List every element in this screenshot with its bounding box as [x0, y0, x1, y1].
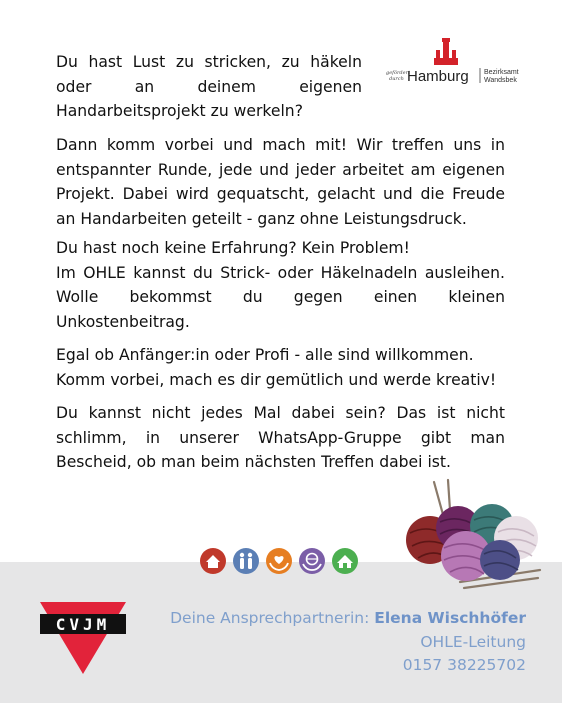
whatsapp-paragraph [56, 401, 505, 475]
text-line: Im OHLE kannst du Strick- oder Häkelnadeln ausleihen. [56, 263, 505, 282]
hamburg-logo [383, 36, 519, 96]
logo-district-1: Bezirksamt [484, 69, 519, 76]
text-line: Handarbeitsprojekt zu werkeln? [56, 102, 303, 120]
contact-role: OHLE-Leitung [420, 632, 526, 651]
text-line: entspannter Runde, jede und jeder arbeitet am eigenen [56, 160, 505, 179]
text-line: Du kannst nicht jedes Mal dabei sein? Das ist nicht [56, 404, 505, 422]
text-line: an Handarbeiten geteilt - ganz ohne Leistungsdruck. [56, 209, 467, 228]
text-line: Du hast Lust zu stricken, zu häkeln [56, 53, 362, 71]
logo-district-2: Wandsbek [484, 77, 517, 84]
cvjm-logo-text: CVJM [55, 615, 111, 634]
text-line: Unkostenbeitrag. [56, 312, 190, 331]
welcome-paragraph [56, 343, 505, 392]
contact-line [170, 607, 526, 631]
contact-phone: 0157 38225702 [402, 656, 526, 674]
text-line: oder an deinem eigenen [56, 77, 362, 96]
yarn-balls-illustration [400, 478, 545, 590]
home-group-icon [332, 548, 358, 574]
text-line: Wolle bekommst du gegen einen kleinen [56, 288, 505, 306]
experience-paragraph [56, 236, 505, 334]
text-line: Bescheid, ob man beim nächsten Treffen dabei ist. [56, 453, 451, 471]
text-line: schlimm, in unserer WhatsApp-Gruppe gibt man [56, 428, 505, 447]
contact-block [170, 607, 526, 678]
text-line: Dann komm vorbei und mach mit! Wir treffen uns in [56, 136, 505, 154]
yarn-ball-icon [480, 540, 520, 580]
text-line: Projekt. Dabei wird gequatscht, gelacht und die Freude [56, 185, 505, 203]
logo-prefix-1: gefördert [386, 70, 410, 76]
invite-paragraph [56, 133, 505, 231]
contact-label: Deine Ansprechpartnerin: [170, 609, 370, 627]
family-icon [233, 548, 259, 574]
house-icon [200, 548, 226, 574]
hamburg-castle-icon [434, 38, 458, 65]
text-line: Komm vorbei, mach es dir gemütlich und werde kreativ! [56, 370, 497, 389]
contact-name: Elena Wischhöfer [374, 609, 526, 627]
logo-prefix-2: durch [389, 76, 404, 82]
cvjm-logo [38, 598, 128, 676]
text-line: Egal ob Anfänger:in oder Profi - alle sind willkommen. [56, 346, 474, 364]
category-icons [200, 547, 362, 575]
logo-city: Hamburg [407, 68, 469, 85]
globe-hands-icon [299, 548, 325, 574]
hands-heart-icon [266, 548, 292, 574]
text-line: Du hast noch keine Erfahrung? Kein Problem! [56, 239, 410, 257]
intro-paragraph [56, 50, 362, 124]
